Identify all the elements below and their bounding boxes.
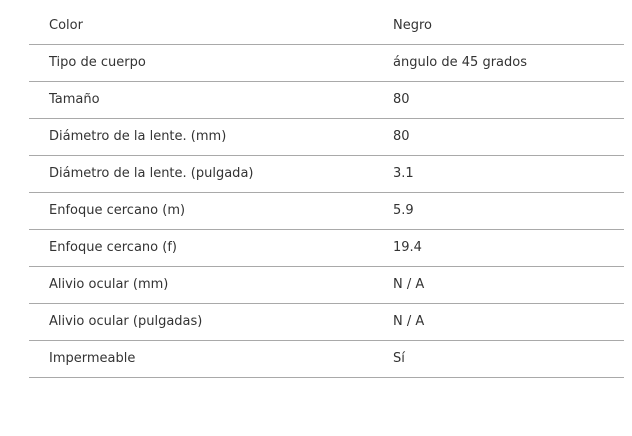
spec-value: Negro (393, 18, 432, 33)
spec-value: 3.1 (393, 166, 414, 181)
spec-label: Color (49, 18, 83, 33)
spec-row-close-focus-m (29, 193, 624, 230)
spec-row-lens-diameter-inch (29, 156, 624, 193)
spec-row-eye-relief-inches (29, 304, 624, 341)
spec-label: Diámetro de la lente. (mm) (49, 129, 227, 144)
spec-label: Tipo de cuerpo (49, 55, 146, 70)
spec-value: Sí (393, 351, 405, 366)
spec-label: Enfoque cercano (m) (49, 203, 186, 218)
specifications-table (29, 8, 624, 378)
spec-value: 19.4 (393, 240, 422, 255)
spec-value: 80 (393, 92, 410, 107)
spec-row-color (29, 8, 624, 45)
spec-row-eye-relief-mm (29, 267, 624, 304)
spec-label: Impermeable (49, 351, 136, 366)
spec-label: Alivio ocular (pulgadas) (49, 314, 203, 329)
spec-value: 80 (393, 129, 410, 144)
spec-value: ángulo de 45 grados (393, 55, 527, 70)
spec-label: Diámetro de la lente. (pulgada) (49, 166, 254, 181)
spec-value: N / A (393, 277, 425, 292)
spec-row-body-type (29, 45, 624, 82)
spec-row-lens-diameter-mm (29, 119, 624, 156)
spec-value: 5.9 (393, 203, 414, 218)
spec-label: Tamaño (49, 92, 100, 107)
spec-row-size (29, 82, 624, 119)
spec-row-close-focus-f (29, 230, 624, 267)
spec-label: Enfoque cercano (f) (49, 240, 177, 255)
spec-value: N / A (393, 314, 425, 329)
spec-row-waterproof (29, 341, 624, 378)
spec-label: Alivio ocular (mm) (49, 277, 169, 292)
